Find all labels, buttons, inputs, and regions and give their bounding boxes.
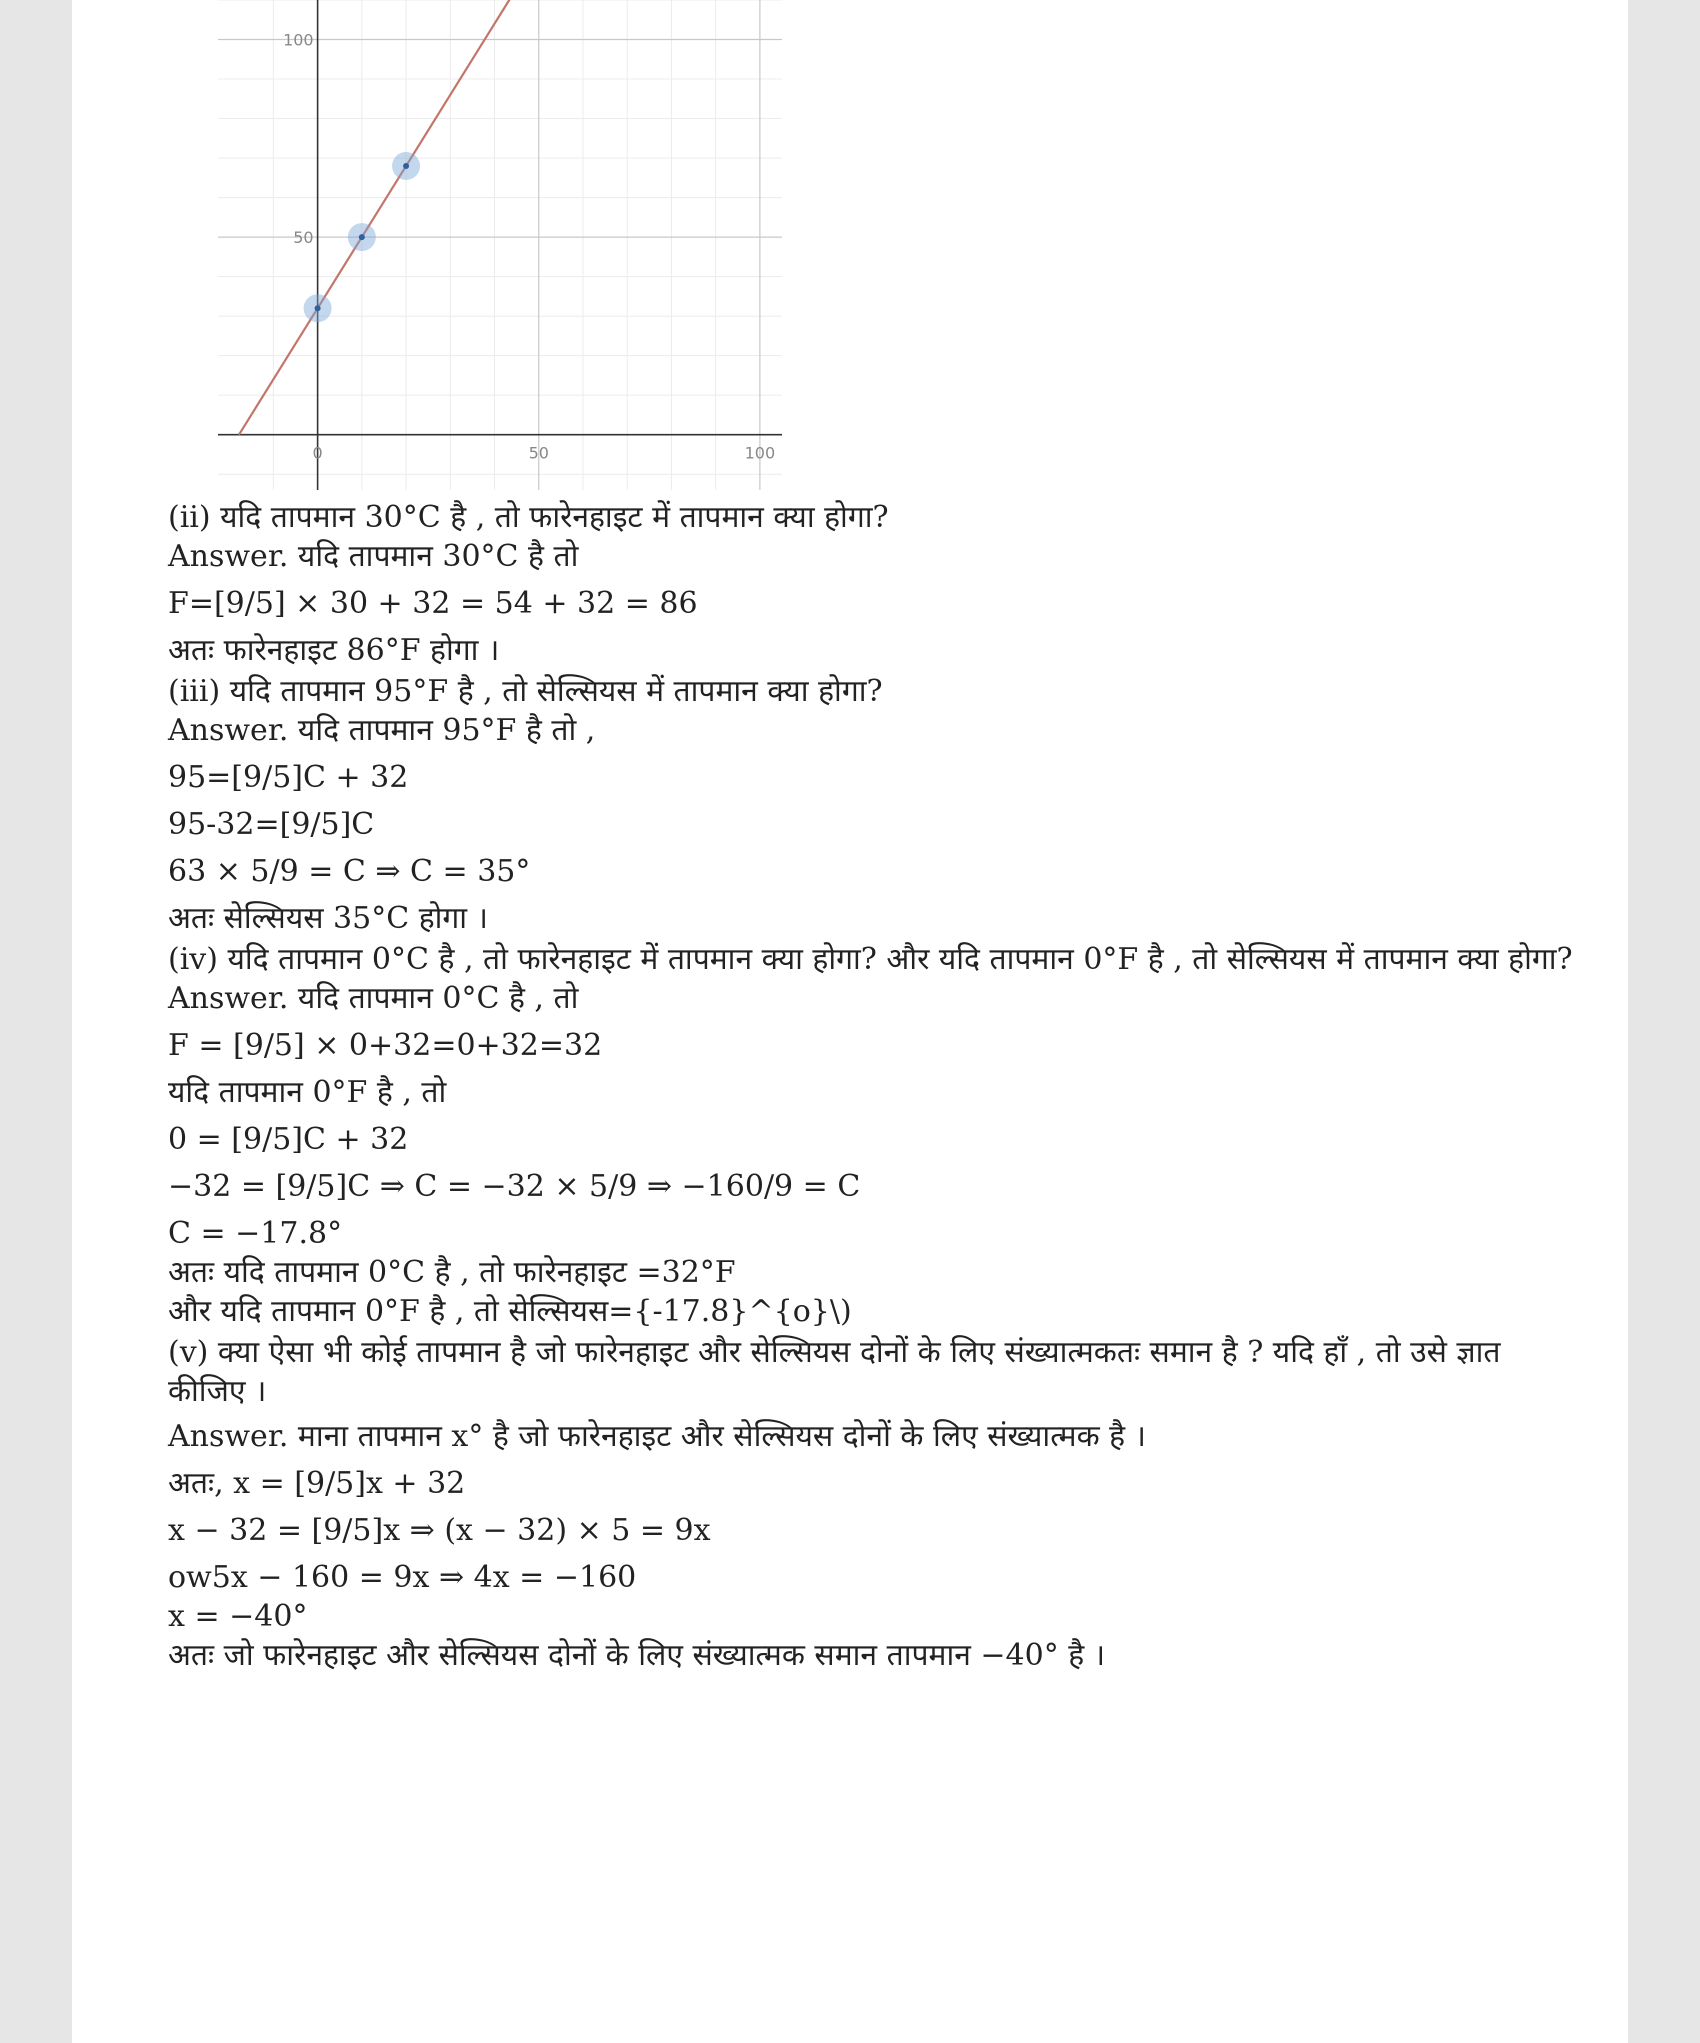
x-tick-label: 0: [312, 443, 323, 463]
y-tick-label: 100: [283, 30, 314, 50]
conversion-graph: [168, 0, 798, 494]
answer-iv-equation-2: 0 = [9/5]C + 32: [168, 1122, 409, 1157]
answer-iv-middle: यदि तापमान 0°F है , तो: [168, 1075, 447, 1110]
answer-iv-result-2: और यदि तापमान 0°F है , तो सेल्सियस={-17.8}^{o}\): [168, 1294, 852, 1329]
question-ii: (ii) यदि तापमान 30°C है , तो फारेनहाइट में तापमान क्या होगा?: [168, 500, 889, 535]
answer-ii-equation: F=[9/5] × 30 + 32 = 54 + 32 = 86: [168, 586, 698, 621]
question-v: (v) क्या ऐसा भी कोई तापमान है जो फारेनहाइट और सेल्सियस दोनों के लिए संख्यात्मकतः समान है ? यदि हाँ , तो उसे ज्ञात कीजिए ।: [168, 1335, 1501, 1409]
x-tick-label: 50: [528, 443, 549, 463]
conversion-line: [239, 0, 517, 435]
answer-iv-equation-1: F = [9/5] × 0+32=0+32=32: [168, 1028, 603, 1063]
answer-v-equation-3: ow5x − 160 = 9x ⇒ 4x = −160: [168, 1560, 637, 1595]
graph-svg: [168, 0, 798, 490]
document-page: [72, 0, 1628, 2043]
answer-v-equation-1: अतः, x = [9/5]x + 32: [168, 1466, 466, 1501]
answer-iii-equation-3: 63 × 5/9 = C ⇒ C = 35°: [168, 854, 531, 889]
answer-v-equation-4: x = −40°: [168, 1599, 308, 1634]
answer-v-result: अतः जो फारेनहाइट और सेल्सियस दोनों के लिए संख्यात्मक समान तापमान −40° है ।: [168, 1638, 1106, 1673]
answer-ii-intro: Answer. यदि तापमान 30°C है तो: [168, 539, 579, 574]
answer-iii-result: अतः सेल्सियस 35°C होगा ।: [168, 901, 488, 936]
answer-iv-result-1: अतः यदि तापमान 0°C है , तो फारेनहाइट =32°F: [168, 1255, 736, 1290]
answer-iv-intro: Answer. यदि तापमान 0°C है , तो: [168, 981, 579, 1016]
answer-v-equation-2: x − 32 = [9/5]x ⇒ (x − 32) × 5 = 9x: [168, 1513, 711, 1548]
x-tick-label: 100: [744, 443, 776, 463]
question-iii: (iii) यदि तापमान 95°F है , तो सेल्सियस में तापमान क्या होगा?: [168, 674, 883, 709]
answer-ii-result: अतः फारेनहाइट 86°F होगा ।: [168, 633, 500, 668]
question-iv: (iv) यदि तापमान 0°C है , तो फारेनहाइट में तापमान क्या होगा? और यदि तापमान 0°F है , तो सेल्सियस में तापमान क्या होगा?: [168, 942, 1573, 977]
y-tick-label: 50: [293, 228, 314, 248]
data-point: [403, 163, 409, 169]
answer-iv-equation-3: −32 = [9/5]C ⇒ C = −32 × 5/9 ⇒ −160/9 = C: [168, 1169, 861, 1204]
solution-text: [168, 496, 1573, 1675]
answer-iii-intro: Answer. यदि तापमान 95°F है तो ,: [168, 713, 596, 748]
data-point: [315, 305, 321, 311]
answer-iii-equation-1: 95=[9/5]C + 32: [168, 760, 409, 795]
answer-iii-equation-2: 95-32=[9/5]C: [168, 807, 375, 842]
data-point: [359, 234, 365, 240]
answer-v-intro: Answer. माना तापमान x° है जो फारेनहाइट और सेल्सियस दोनों के लिए संख्यात्मक है ।: [168, 1419, 1146, 1454]
answer-iv-equation-4: C = −17.8°: [168, 1216, 343, 1251]
